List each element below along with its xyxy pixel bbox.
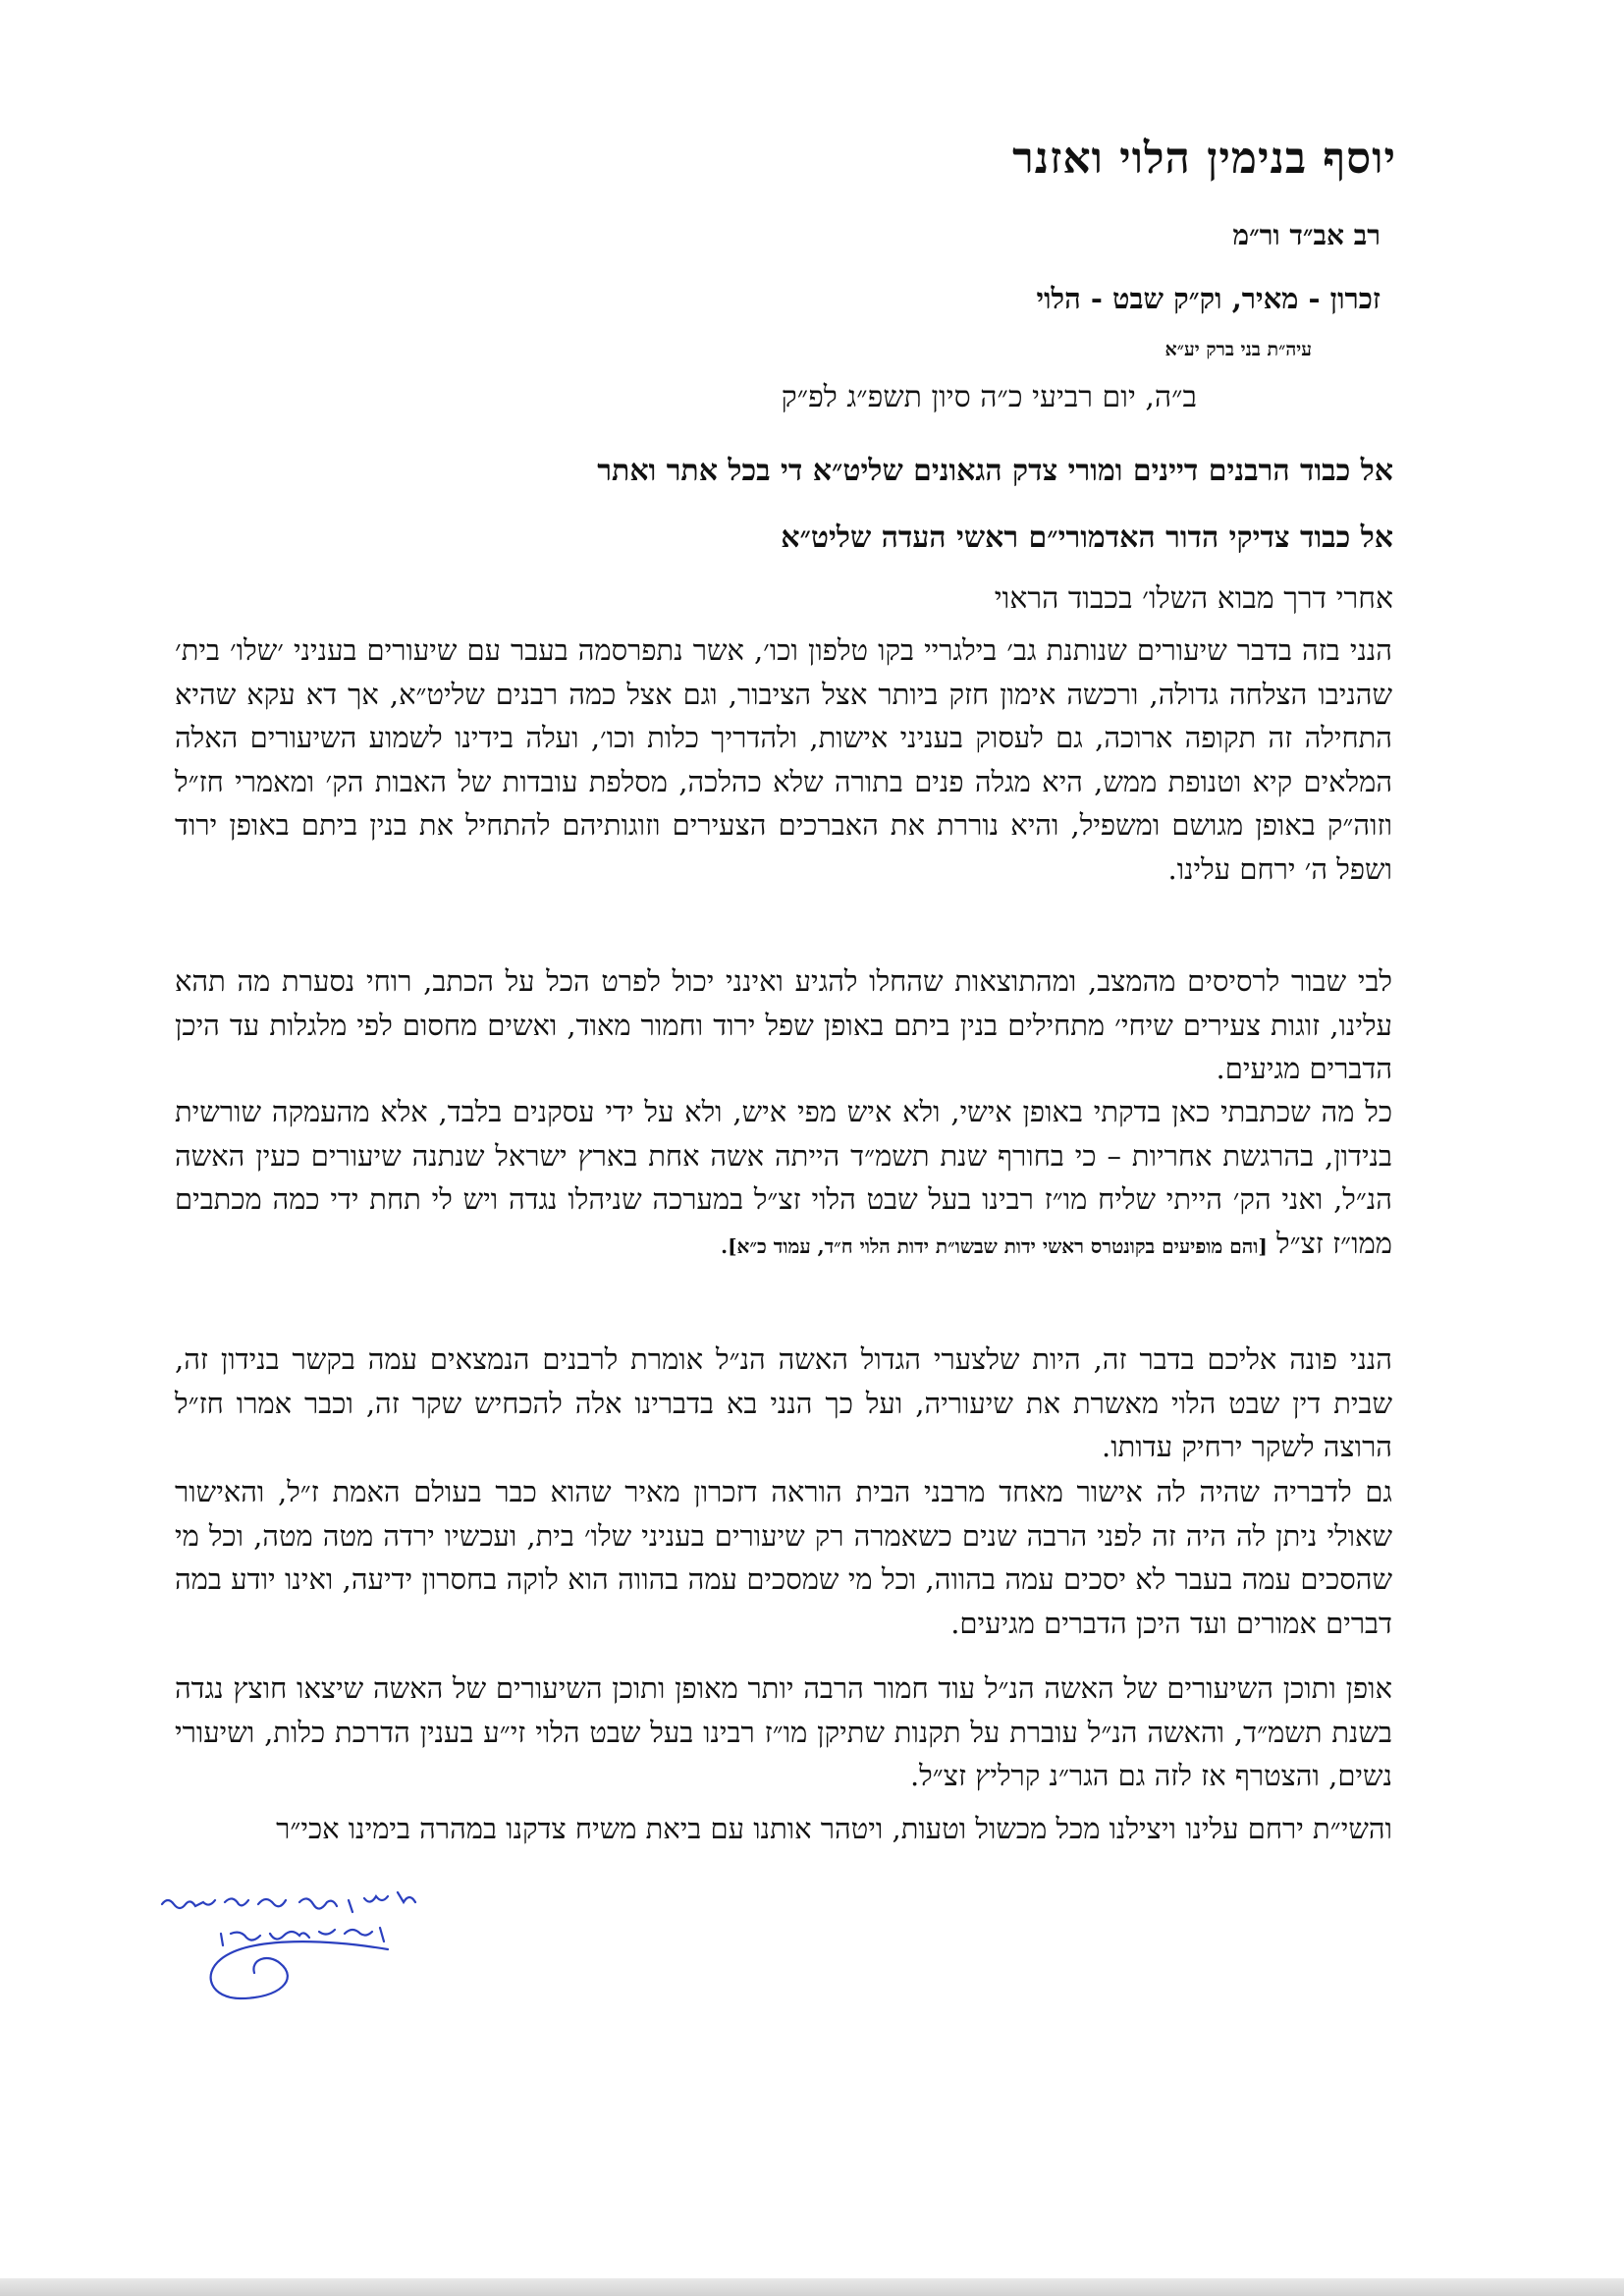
addressee-rabbis: אל כבוד הרבנים דיינים ומורי צדק הגאונים שליט״א די בכל אתר ואתר	[597, 454, 1393, 488]
paragraph-2: לבי שבור לרסיסים מהמצב, ומהתוצאות שהחלו להגיע ואינני יכול לפרט הכל על הכתב, רוחי נסערת מה תהא עלינו, זוגות צעירים שיחי׳ מתחילים בנין ביתם באופן שפל ירוד וחמור מאוד, ואשים מחסום לפי מלגלות עד היכן הדברים מגיעים.	[175, 964, 1392, 1085]
paragraph-1: הנני בזה בדבר שיעורים שנותנת גב׳ בילגריי בקו טלפון וכו׳, אשר נתפרסמה בעבר עם שיעורים בעניני ׳שלו׳ בית׳ שהניבו הצלחה גדולה, ורכשה אימון חזק ביותר אצל הציבור, וגם אצל כמה רבנים שליט״א, אך דא עקא שהיא התחילה זה תקופה ארוכה, גם לעסוק בעניני אישות, ולהדריך כלות וכו׳, ועלה בידינו לשמוע השיעורים האלה המלאים קיא וטנופת ממש, היא מגלה פנים בתורה שלא כהלכה, מסלפת עובדות של האבות הק׳ ומאמרי חז״ל וזוה״ק באופן מגושם ומשפיל, והיא נוררת את האברכים הצעירים וזוגותיהם להתחיל את בנין ביתם באופן ירוד ושפל ה׳ ירחם עלינו.	[175, 633, 1392, 886]
letterhead	[513, 130, 1396, 363]
paragraph-3-text: כל מה שכתבתי כאן בדקתי באופן אישי, ולא איש מפי איש, ולא על ידי עסקנים בלבד, אלא מהעמקה שורשית בנידון, בהרגשת אחריות – כי בחורף שנת תשמ״ד הייתה אשה אחת בארץ ישראל שנתנה שיעורים כעין האשה הנ״ל, ואני הק׳ הייתי שליח מו״ז רבינו בעל שבט הלוי זצ״ל במערכה שניהלו נגדה ויש לי תחת ידי כמה מכתבים ממו״ז זצ״ל	[175, 1095, 1392, 1260]
signature-stroke-2	[221, 1928, 384, 1945]
letter-date: ב״ה, יום רביעי כ״ה סיון תשפ״ג לפ״ק	[781, 380, 1197, 414]
paragraph-6: אופן ותוכן השיעורים של האשה הנ״ל עוד חמור הרבה יותר מאופן ותוכן השיעורים של האשה שיצאו חוצץ נגדה בשנת תשמ״ד, והאשה הנ״ל עוברת על תקנות שתיקן מו״ז רבינו בעל שבט הלוי זי״ע בענין הדרכת כלות, ושיעורי נשים, והצטרף אז לזה גם הגר״נ קרליץ זצ״ל.	[175, 1671, 1392, 1792]
paragraph-4: הנני פונה אליכם בדבר זה, היות שלצערי הגדול האשה הנ״ל אומרת לרבנים הנמצאים עמה בקשר בנידון זה, שבית דין שבט הלוי מאשרת את שיעוריה, ועל כך הנני בא בדברינו אלה להכחיש שקר זה, וכבר אמרו חז״ל הרוצה לשקר ירחיק עדותו.	[175, 1342, 1392, 1463]
signature-stroke-3	[211, 1941, 388, 1998]
letterhead-address: עיה״ת בני ברק יע״א	[1164, 339, 1312, 360]
paragraph-3-footnote: [והם מופיעים בקונטרס ראשי ידות שבשו״ת ידות הלוי ח״ד, עמוד כ״א].	[721, 1233, 1268, 1258]
signature-stroke-1	[162, 1892, 415, 1912]
signature-drawing	[152, 1890, 486, 2018]
addressee-admorim: אל כבוד צדיקי הדור האדמורי״ם ראשי העדה שליט״א	[781, 520, 1393, 555]
paragraph-5: גם לדבריה שהיה לה אישור מאחד מרבני הבית הוראה דזכרון מאיר שהוא כבר בעולם האמת ז״ל, והאישור שאולי ניתן לה היה זה לפני הרבה שנים כשאמרה רק שיעורים בעניני שלו׳ בית, ועכשיו ירדה מטה מטה, וכל מי שהסכים עמה בעבר לא יסכים עמה בהווה, וכל מי שמסכים עמה בהווה הוא לוקה בחסרון ידיעה, ואינו יודע במה דברים אמורים ועד היכן הדברים מגיעים.	[175, 1475, 1392, 1640]
letterhead-title: רב אב״ד ור״מ	[1232, 219, 1380, 251]
greeting: אחרי דרך מבוא השלו׳ בכבוד הראוי	[994, 581, 1393, 616]
scan-bottom-edge	[0, 2278, 1624, 2296]
paragraph-7: והשי״ת ירחם עלינו ויצילנו מכל מכשול וטעות, ויטהר אותנו עם ביאת משיח צדקנו במהרה בימינו אכי״ר	[276, 1812, 1392, 1845]
letterhead-name: יוסף בנימין הלוי ואזנר	[1012, 134, 1396, 184]
paragraph-3	[175, 1090, 1392, 1268]
letterhead-subtitle: זכרון - מאיר, וק״ק שבט - הלוי	[1036, 282, 1380, 315]
handwritten-signature	[152, 1890, 486, 2018]
